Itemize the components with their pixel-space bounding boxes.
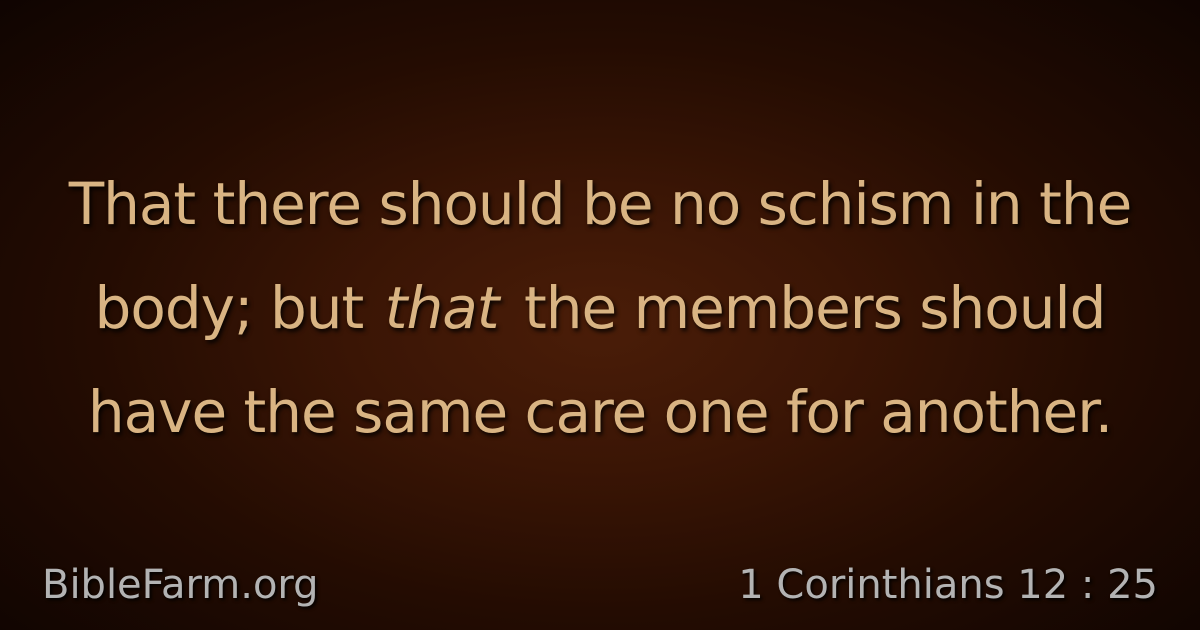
verse-line-2-end: the members should xyxy=(506,274,1106,342)
verse-italic-word: that xyxy=(384,274,499,342)
verse-line-3: have the same care one for another. xyxy=(87,378,1113,446)
verse-line-2 xyxy=(40,256,1160,360)
verse-text xyxy=(40,152,1160,464)
verse-line-1: That there should be no schism in the xyxy=(68,170,1132,238)
verse-line-2-start: body; but xyxy=(94,274,381,342)
site-name: BibleFarm.org xyxy=(42,562,319,608)
verse-reference: 1 Corinthians 12 : 25 xyxy=(738,562,1158,608)
